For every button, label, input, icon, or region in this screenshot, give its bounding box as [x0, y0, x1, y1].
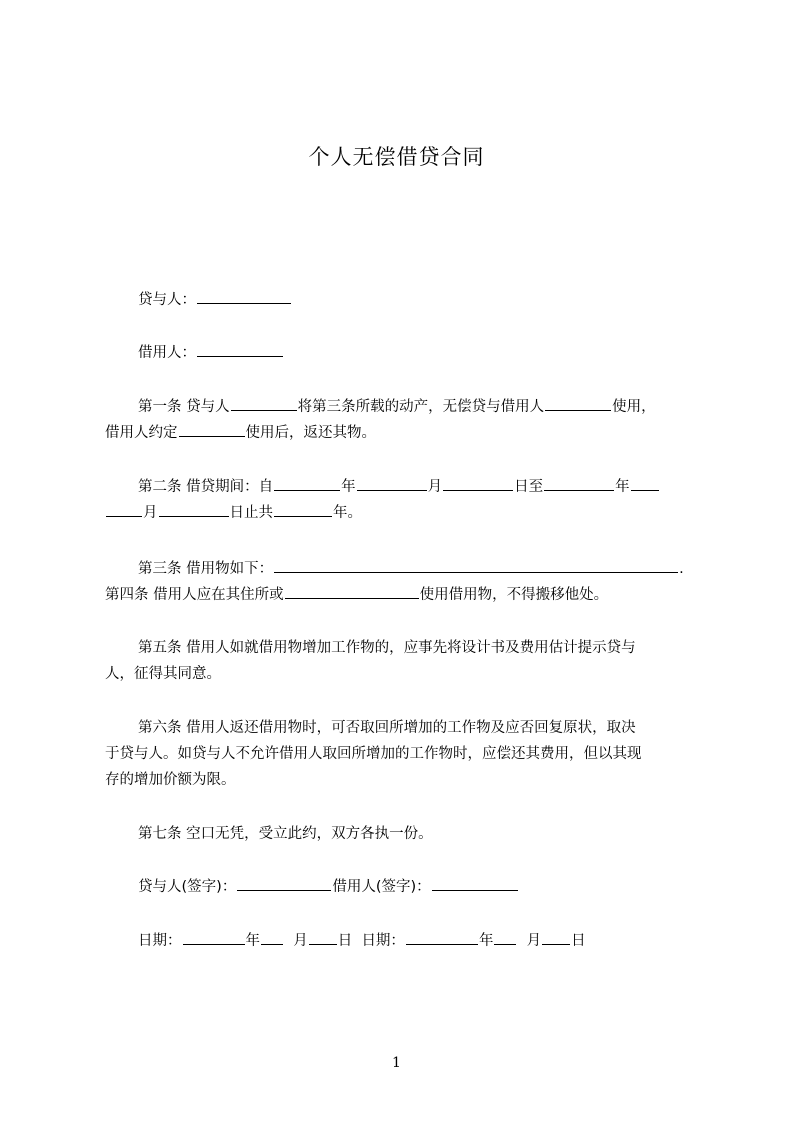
lender-blank	[197, 289, 291, 304]
article-2-day-to: 日至	[514, 479, 544, 495]
article-6-line-2: 于贷与人。如贷与人不允许借用人取回所增加的工作物时，应偿还其费用，但以其现	[105, 746, 642, 762]
article-4-text-b: 使用借用物，不得搬移他处。	[419, 587, 609, 603]
article-2-total-year: 年。	[333, 505, 362, 521]
article-3-4	[105, 556, 705, 608]
lender-signature-label: 贷与人(签字)：	[138, 879, 237, 895]
article-1-text-d: 借用人约定	[105, 425, 178, 441]
article-5-line-2: 人，征得其同意。	[105, 666, 221, 682]
article-2-month-2: 月	[143, 505, 158, 521]
article-1-blank-2	[545, 396, 611, 411]
article-2-blank-1	[274, 476, 340, 491]
article-2-blank-4	[544, 476, 614, 491]
article-1-text-b: 将第三条所载的动产，无偿贷与借用人	[297, 399, 545, 415]
article-2-blank-2	[357, 476, 427, 491]
date-2-day: 日	[571, 933, 586, 949]
document-title: 个人无偿借贷合同	[308, 145, 485, 169]
article-2-day-end: 日止共	[229, 505, 273, 521]
article-1-text-a: 第一条 贷与人	[138, 399, 230, 415]
article-6	[105, 715, 705, 793]
date-line	[105, 928, 705, 954]
article-7-text: 第七条 空口无凭，受立此约，双方各执一份。	[138, 826, 433, 842]
date-1-year-blank	[183, 930, 245, 945]
date-2-day-blank	[542, 930, 570, 945]
article-6-line-1: 第六条 借用人返还借用物时，可否取回所增加的工作物及应否回复原状，取决	[138, 720, 636, 736]
signature-line	[105, 874, 705, 900]
borrower-label: 借用人：	[138, 345, 196, 361]
date-1-year: 年	[245, 933, 260, 949]
article-2-blank-7	[274, 502, 332, 517]
date-2-year-blank	[406, 930, 478, 945]
date-2-year: 年	[478, 933, 494, 949]
article-2-blank-5a	[631, 476, 659, 491]
article-1-text-c: 使用，	[612, 399, 656, 415]
article-2	[105, 474, 705, 526]
article-2-text-a: 第二条 借贷期间：自	[138, 479, 274, 495]
date-1-month: 月	[293, 933, 308, 949]
lender-line	[105, 287, 705, 313]
date-1-label: 日期：	[138, 933, 182, 949]
article-7	[105, 821, 705, 847]
article-4-blank	[285, 584, 419, 599]
article-3-text: 第三条 借用物如下：	[138, 561, 274, 577]
article-2-blank-5b	[106, 502, 142, 517]
article-5	[105, 635, 705, 687]
article-3-end: .	[679, 561, 684, 577]
article-3-blank	[274, 558, 678, 573]
article-4-text-a: 第四条 借用人应在其住所或	[105, 587, 284, 603]
lender-signature-blank	[237, 876, 331, 891]
article-2-year-1: 年	[341, 479, 356, 495]
article-2-month-1: 月	[427, 479, 443, 495]
borrower-blank	[197, 342, 283, 357]
lender-label: 贷与人：	[138, 292, 196, 308]
article-2-year-2: 年	[615, 479, 630, 495]
borrower-signature-label: 借用人(签字)：	[332, 879, 431, 895]
date-2-month: 月	[526, 933, 542, 949]
date-1-month-blank	[261, 930, 283, 945]
article-1	[105, 394, 705, 446]
article-2-blank-6	[159, 502, 229, 517]
article-6-line-3: 存的增加价额为限。	[105, 772, 236, 788]
article-1-blank-3	[179, 422, 245, 437]
article-1-text-e: 使用后，返还其物。	[245, 425, 376, 441]
date-1-day: 日	[337, 933, 353, 949]
date-2-month-blank	[494, 930, 516, 945]
date-2-label: 日期：	[361, 933, 405, 949]
borrower-signature-blank	[432, 876, 518, 891]
article-5-line-1: 第五条 借用人如就借用物增加工作物的，应事先将设计书及费用估计提示贷与	[138, 640, 636, 656]
page-number: 1	[392, 1055, 401, 1071]
article-2-blank-3	[443, 476, 513, 491]
article-1-blank-1	[231, 396, 297, 411]
date-1-day-blank	[309, 930, 337, 945]
borrower-line	[105, 340, 705, 366]
